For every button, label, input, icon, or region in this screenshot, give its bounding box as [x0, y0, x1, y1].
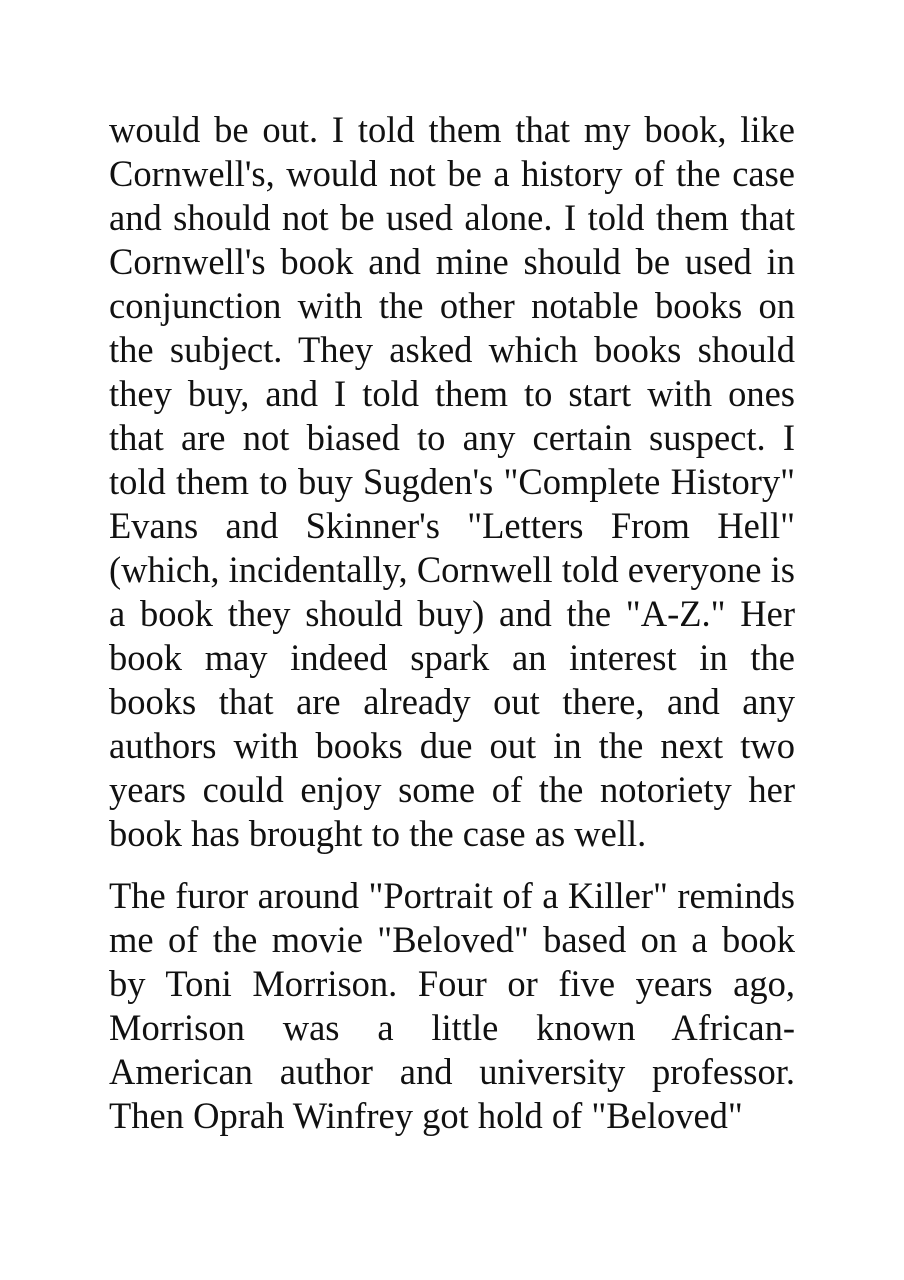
paragraph-1: would be out. I told them that my book, like Cornwell's, would not be a history of the case and should not be used alone. I told them that Cornwell's book and mine should be used in conjunction with the other notable books on the subject. They asked which books should they buy, and I told them to start with ones that are not biased to any certain suspect. I told them to buy Sugden's "Complete History" Evans and Skinner's "Letters From Hell" (which, incidentally, Cornwell told everyone is a book they should buy) and the "A-Z." Her book may indeed spark an interest in the books that are already out there, and any authors with books due out in the next two years could enjoy some of the notoriety her book has brought to the case as well.	[109, 109, 795, 854]
paragraph-2: The furor around "Portrait of a Killer" reminds me of the movie "Beloved" based on a book by Toni Morrison. Four or five years ago, Morrison was a little known African-American author and university professor. Then Oprah Winfrey got hold of "Beloved"	[109, 875, 795, 1136]
body-text	[109, 108, 795, 1138]
